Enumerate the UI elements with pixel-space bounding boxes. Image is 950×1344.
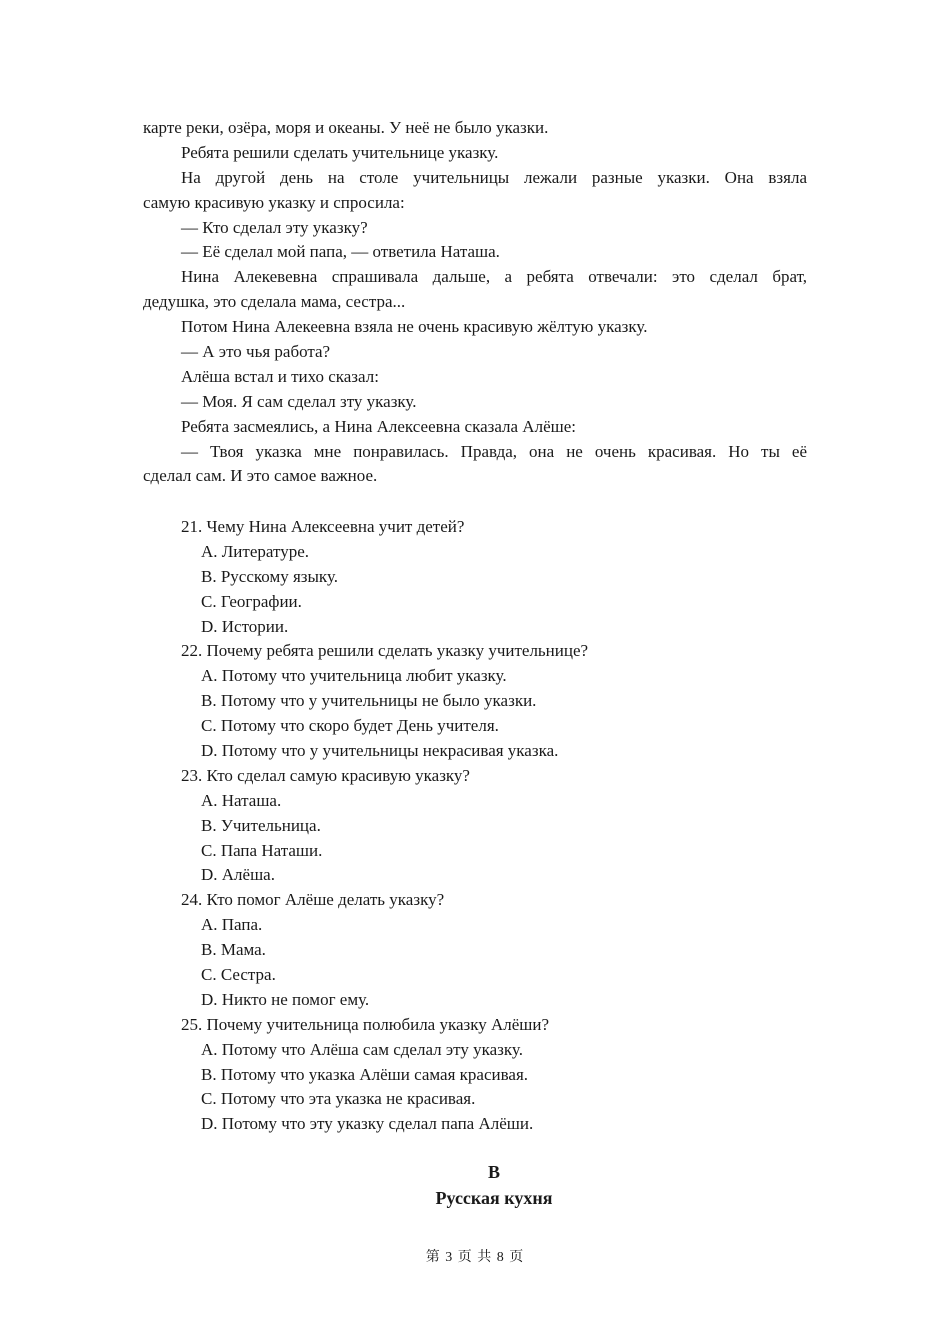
section-letter: B (487, 1162, 500, 1182)
answer-option: A. Папа. (201, 915, 263, 935)
answer-option: C. Географии. (201, 591, 302, 611)
story-line: — Кто сделал эту указку? (181, 217, 368, 237)
question-text: 22. Почему ребята решили сделать указку учительнице? (181, 641, 589, 661)
answer-option: D. Алёша. (201, 865, 275, 885)
answer-option: B. Учительница. (201, 815, 321, 835)
question-block (143, 888, 807, 1012)
question-text: 23. Кто сделал самую красивую указку? (181, 765, 470, 785)
question-block (143, 639, 807, 763)
answer-option: C. Сестра. (201, 965, 276, 985)
answer-option: B. Русскому языку. (201, 566, 338, 586)
story-line: Нина Алекевевна спрашивала дальше, а ребята отвечали: это сделал брат, (181, 267, 807, 287)
answer-option: A. Потому что учительница любит указку. (201, 666, 507, 686)
answer-option: D. Потому что эту указку сделал папа Алёши. (201, 1114, 534, 1134)
section-title: Русская кухня (435, 1188, 553, 1208)
answer-option: D. Никто не помог ему. (201, 989, 370, 1009)
question-block (143, 515, 807, 639)
question-list (143, 515, 807, 1137)
story-line: Потом Нина Алекеевна взяла не очень красивую жёлтую указку. (181, 317, 648, 337)
story-line: карте реки, озёра, моря и океаны. У неё не было указки. (143, 118, 549, 137)
story-line: Ребята засмеялись, а Нина Алексеевна сказала Алёше: (181, 416, 576, 436)
answer-option: C. Папа Наташи. (201, 840, 323, 860)
answer-option: B. Мама. (201, 940, 266, 960)
story-line: — Твоя указка мне понравилась. Правда, она не очень красивая. Но ты её (181, 441, 807, 461)
answer-option: C. Потому что эта указка не красивая. (201, 1089, 476, 1109)
answer-option: A. Потому что Алёша сам сделал эту указку. (201, 1039, 523, 1059)
answer-option: A. Литературе. (201, 541, 309, 561)
answer-option: B. Потому что указка Алёши самая красивая. (201, 1064, 529, 1084)
story-line: На другой день на столе учительницы лежали разные указки. Она взяла (181, 167, 807, 187)
answer-option: B. Потому что у учительницы не было указки. (201, 691, 537, 711)
story-line: — Моя. Я сам сделал зту указку. (181, 391, 417, 411)
story-line: Ребята решили сделать учительнице указку. (181, 142, 499, 162)
question-text: 21. Чему Нина Алексеевна учит детей? (181, 517, 465, 536)
story-text (143, 116, 807, 489)
answer-option: D. Истории. (201, 616, 289, 636)
story-line: самую красивую указку и спросила: (143, 192, 405, 212)
story-line: сделал сам. И это самое важное. (143, 466, 378, 486)
story-line: дедушка, это сделала мама, сестра... (143, 292, 406, 312)
answer-option: D. Потому что у учительницы некрасивая указка. (201, 741, 559, 761)
story-line: — Её сделал мой папа, — ответила Наташа. (181, 242, 500, 262)
answer-option: C. Потому что скоро будет День учителя. (201, 716, 499, 736)
question-block (143, 764, 807, 888)
story-line: Алёша встал и тихо сказал: (181, 366, 379, 386)
question-text: 24. Кто помог Алёше делать указку? (181, 890, 445, 910)
question-block (143, 1013, 807, 1137)
answer-option: A. Наташа. (201, 790, 282, 810)
question-text: 25. Почему учительница полюбила указку Алёши? (181, 1014, 550, 1034)
page-number: 第 3 页 共 8 页 (425, 1250, 525, 1265)
story-line: — А это чья работа? (181, 342, 331, 362)
